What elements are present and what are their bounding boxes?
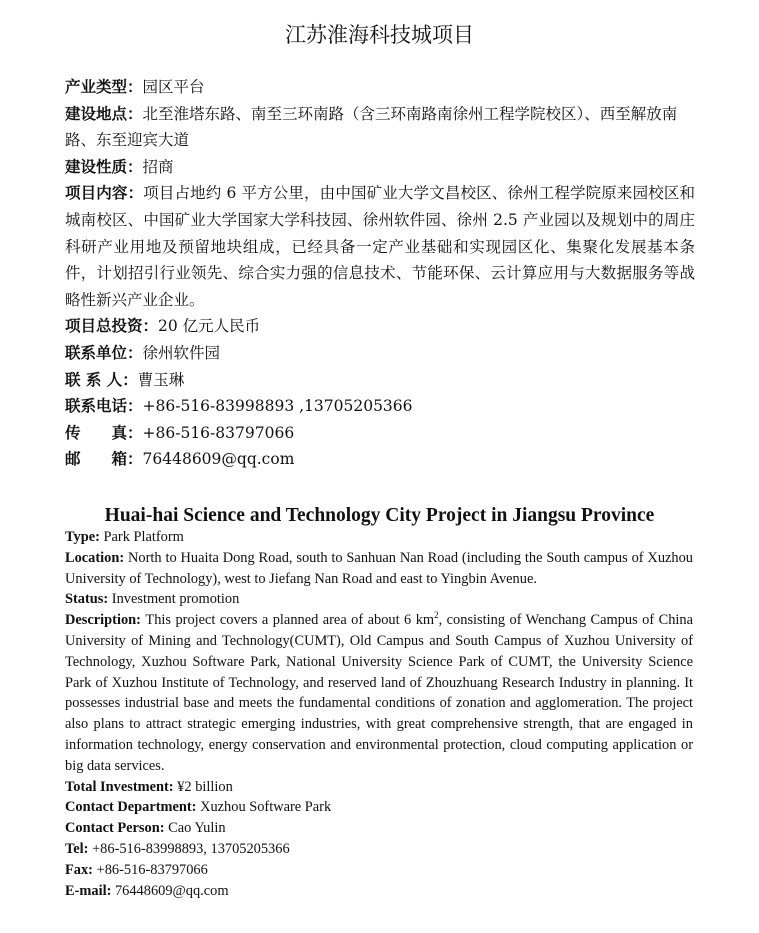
- cn-phone-value: +86-516-83998893 ,13705205366: [142, 397, 413, 416]
- cn-contact-unit-value: 徐州软件园: [142, 343, 221, 362]
- en-fax-label: Fax:: [65, 861, 97, 878]
- cn-investment-value: 20 亿元人民币: [158, 317, 261, 336]
- en-status-label: Status:: [65, 591, 112, 608]
- chinese-project-info: [65, 74, 695, 473]
- cn-phone-label: 联系电话：: [65, 396, 143, 416]
- en-contact-person-label: Contact Person:: [65, 820, 169, 837]
- en-type-value: Park Platform: [103, 529, 184, 545]
- cn-fax-value: +86-516-83797066: [142, 423, 295, 442]
- en-description-label: Description:: [65, 612, 146, 629]
- cn-location-label: 建设地点：: [65, 103, 143, 123]
- cn-content-label: 项目内容：: [65, 183, 144, 203]
- en-email-row: [65, 881, 693, 902]
- cn-investment-row: [65, 313, 695, 340]
- en-investment-label: Total Investment:: [65, 778, 178, 795]
- cn-content-value: 项目占地约 6 平方公里，由中国矿业大学文昌校区、徐州工程学院原来园校区和城南校区、中国矿业大学国家大学科技园、徐州软件园、徐州 2.5 产业园以及规划中的周庄科研产业用地及预留地块组成，已经具备一定产业基础和实现园区化、集聚化发展基本条件，计划招引行业领先、综合实力强的信息技术、节能环保、云计算应用与大数据服务等战略性新兴产业企业。: [65, 184, 695, 309]
- en-investment-row: [65, 777, 693, 798]
- en-tel-row: [65, 839, 693, 860]
- cn-type-row: [65, 74, 695, 101]
- en-status-value: Investment promotion: [111, 591, 240, 608]
- cn-email-label: 邮 箱：: [65, 449, 143, 469]
- en-fax-value: +86-516-83797066: [96, 861, 208, 878]
- cn-location-value: 北至淮塔东路、南至三环南路（含三环南路南徐州工程学院校区）、西至解放南路、东至迎宾大道: [65, 104, 678, 150]
- cn-fax-row: [65, 420, 695, 447]
- en-type-row: [65, 527, 693, 548]
- page-title-chinese: 江苏淮海科技城项目: [285, 23, 474, 47]
- cn-email-row: [65, 446, 695, 473]
- cn-contact-unit-row: [65, 340, 695, 367]
- cn-content-row: [65, 180, 695, 313]
- cn-fax-label: 传 真：: [65, 422, 143, 442]
- cn-nature-label: 建设性质：: [65, 156, 143, 176]
- en-tel-label: Tel:: [65, 840, 93, 857]
- en-email-value: 76448609@qq.com: [114, 882, 229, 899]
- cn-nature-value: 招商: [142, 157, 174, 176]
- en-type-label: Type:: [65, 529, 104, 545]
- en-description-text-part2: , consisting of Wenchang Campus of China University of Mining and Technology(CUMT), Old Campus and South Campus of Xuzhou University of Technology, Xuzhou Software Park, National University Science Park of CUMT, the University Science Park of Xuzhou Institute of Technology, and reserved land of Zhouzhuang Research Industry in planning. It possesses industrial base and meets the fundamental conditions of zonation and agglomeration. The project also plans to attract strategic emerging industries, with great comprehensive strength, that are engaged in information technology, energy conservation and environmental protection, cloud computing application or big data services.: [65, 612, 693, 774]
- en-fax-row: [65, 860, 693, 881]
- en-description-superscript: 2: [434, 610, 439, 621]
- en-contact-person-value: Cao Yulin: [168, 820, 226, 837]
- en-location-row: [65, 548, 693, 590]
- en-contact-person-row: [65, 818, 693, 839]
- english-project-info: [65, 527, 693, 901]
- en-description-text-part1: This project covers a planned area of about 6 km: [145, 612, 435, 629]
- en-status-row: [65, 589, 693, 610]
- en-email-label: E-mail:: [65, 882, 115, 899]
- en-investment-value: ¥2 billion: [177, 778, 233, 795]
- cn-investment-label: 项目总投资：: [65, 316, 159, 336]
- cn-location-row: [65, 101, 695, 154]
- cn-contact-person-row: [65, 367, 695, 394]
- en-contact-department-row: [65, 797, 693, 818]
- cn-contact-person-value: 曹玉琳: [137, 370, 185, 389]
- cn-contact-unit-label: 联系单位：: [65, 342, 143, 362]
- cn-nature-row: [65, 154, 695, 181]
- cn-email-value: 76448609@qq.com: [142, 450, 295, 469]
- cn-contact-person-label: 联 系 人：: [65, 369, 138, 389]
- en-location-label: Location:: [65, 549, 129, 566]
- cn-type-value: 园区平台: [142, 78, 205, 96]
- en-description-row: [65, 610, 693, 776]
- page-title-english: Huai-hai Science and Technology City Project in Jiangsu Province: [104, 505, 655, 526]
- cn-type-label: 产业类型：: [65, 77, 143, 96]
- en-tel-value: +86-516-83998893, 13705205366: [92, 840, 290, 857]
- en-contact-department-value: Xuzhou Software Park: [200, 799, 332, 816]
- cn-phone-row: [65, 393, 695, 420]
- en-contact-department-label: Contact Department:: [65, 799, 201, 816]
- en-location-value: North to Huaita Dong Road, south to Sanhuan Nan Road (including the South campus of Xuzhou University of Technology), west to Jiefang Nan Road and east to Yingbin Avenue.: [65, 549, 693, 587]
